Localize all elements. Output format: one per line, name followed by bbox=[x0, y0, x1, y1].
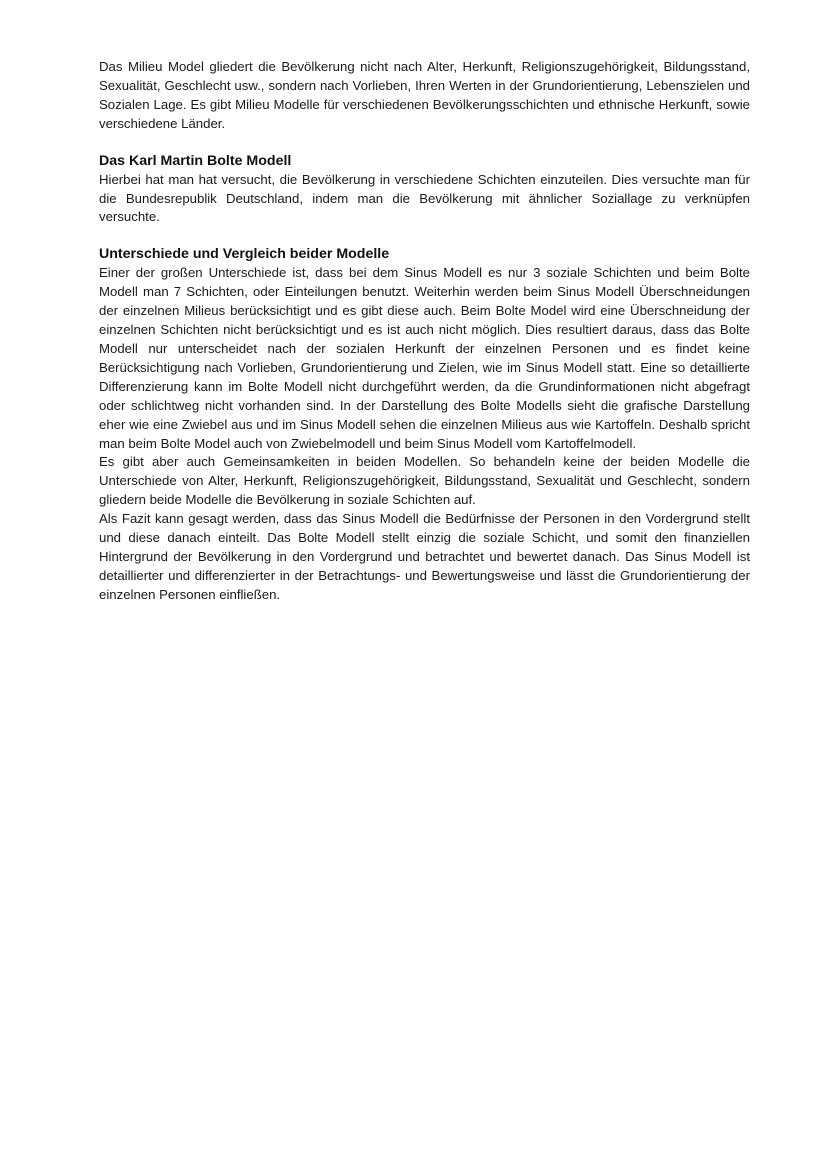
intro-paragraph: Das Milieu Model gliedert die Bevölkerung nicht nach Alter, Herkunft, Religionszugehörigkeit, Bildungsstand, Sexualität, Geschlecht usw., sondern nach Vorlieben, Ihren Werten in der Grundorientierung, Lebenszielen und Sozialen Lage. Es gibt Milieu Modelle für verschiedenen Bevölkerungsschichten und ethnische Herkunft, sowie verschiedene Länder. bbox=[99, 59, 750, 131]
comparison-paragraph-differences: Einer der großen Unterschiede ist, dass bei dem Sinus Modell es nur 3 soziale Schichten und beim Bolte Modell man 7 Schichten, oder Einteilungen benutzt. Weiterhin werden beim Sinus Modell Überschneidungen der einzelnen Milieus berücksichtigt und es gibt diese auch. Beim Bolte Model wird eine Überschneidung der einzelnen Schichten nicht berücksichtigt und es ist auch nicht möglich. Dies resultiert daraus, dass das Bolte Modell nur unterscheidet nach der sozialen Herkunft der einzelnen Personen und es findet keine Berücksichtigung nach Vorlieben, Grundorientierung und Zielen, wie im Sinus Modell statt. Eine so detaillierte Differenzierung kann im Bolte Modell nicht durchgeführt werden, da die Grundinformationen nicht abgefragt oder schlichtweg nicht vorhanden sind. In der Darstellung des Bolte Modells sieht die grafische Darstellung eher wie eine Zwiebel aus und im Sinus Modell sehen die einzelnen Milieus aus wie Kartoffeln. Deshalb spricht man beim Bolte Model auch von Zwiebelmodell und beim Sinus Modell vom Kartoffelmodell. bbox=[99, 265, 750, 451]
document-page bbox=[99, 58, 750, 605]
comparison-paragraph-conclusion: Als Fazit kann gesagt werden, dass das Sinus Modell die Bedürfnisse der Personen in den Vordergrund stellt und diese danach einteilt. Das Bolte Modell stellt einzig die soziale Schicht, und somit den finanziellen Hintergrund der Bevölkerung in den Vordergrund und betrachtet und bewertet danach. Das Sinus Modell ist detaillierter und differenzierter in der Betrachtungs- und Bewertungsweise und lässt die Grundorientierung der einzelnen Personen einfließen. bbox=[99, 511, 750, 602]
comparison-paragraph-commonalities: Es gibt aber auch Gemeinsamkeiten in beiden Modellen. So behandeln keine der beiden Modelle die Unterschiede von Alter, Herkunft, Religionszugehörigkeit, Bildungsstand, Sexualität und Geschlecht, sondern gliedern beide Modelle die Bevölkerung in soziale Schichten auf. bbox=[99, 454, 750, 508]
bolte-paragraph: Hierbei hat man hat versucht, die Bevölkerung in verschiedene Schichten einzuteilen. Dies versuchte man für die Bundesrepublik Deutschland, indem man die Bevölkerung mit ähnlicher Soziallage zu verknüpfen versuchte. bbox=[99, 171, 750, 225]
section-heading-comparison: Unterschiede und Vergleich beider Modelle bbox=[99, 246, 390, 263]
section-heading-bolte: Das Karl Martin Bolte Modell bbox=[99, 152, 292, 169]
